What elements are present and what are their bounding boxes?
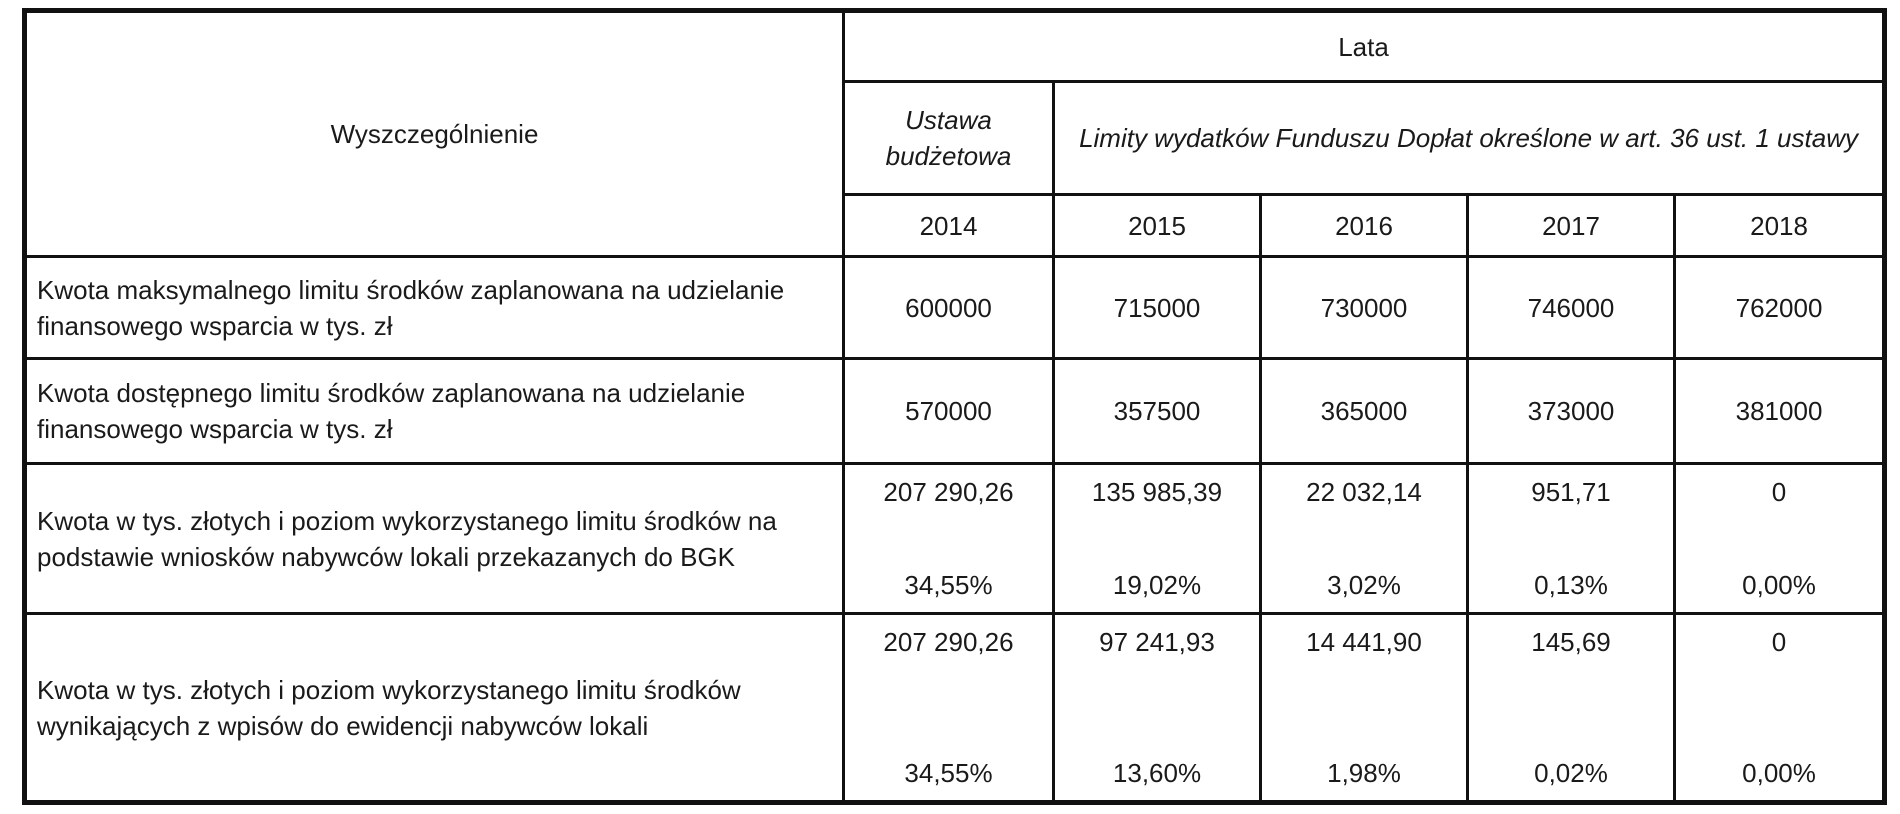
cell-value: 600000 [844,257,1054,359]
cell-amount: 145,69 [1531,627,1611,657]
cell-stack [1054,464,1261,614]
cell-percent: 3,02% [1327,570,1401,600]
cell-percent: 0,00% [1742,570,1816,600]
table-row [26,359,1884,464]
cell-percent: 19,02% [1112,570,1202,600]
cell-stack [1468,614,1675,802]
cell-amount: 0 [1771,477,1787,507]
cell-value: 746000 [1468,257,1675,359]
table-row [26,257,1884,359]
cell-value: 570000 [844,359,1054,464]
funding-limits-table [24,10,1885,803]
cell-amount: 14 441,90 [1306,627,1422,657]
cell-amount: 951,71 [1531,477,1611,507]
cell-amount: 22 032,14 [1306,477,1422,507]
cell-amount: 207 290,26 [883,477,1014,507]
cell-value: 373000 [1468,359,1675,464]
row-label: Kwota maksymalnego limitu środków zaplanowana na udzielanie finansowego wsparcia w tys. zł [26,257,844,359]
year-2018: 2018 [1675,195,1884,257]
cell-stack [1675,464,1884,614]
row-label: Kwota w tys. złotych i poziom wykorzystanego limitu środków na podstawie wniosków nabywców lokali przekazanych do BGK [26,464,844,614]
cell-value: 715000 [1054,257,1261,359]
cell-percent: 13,60% [1112,758,1202,788]
cell-stack [1468,464,1675,614]
year-2014: 2014 [844,195,1054,257]
year-2016: 2016 [1261,195,1468,257]
cell-percent: 34,55% [904,758,993,788]
cell-amount: 207 290,26 [883,627,1014,657]
cell-percent: 0,13% [1534,570,1608,600]
cell-percent: 34,55% [904,570,993,600]
year-2015: 2015 [1054,195,1261,257]
header-limits: Limity wydatków Funduszu Dopłat określone w art. 36 ust. 1 ustawy [1054,82,1884,195]
cell-percent: 0,02% [1534,758,1608,788]
cell-percent: 1,98% [1327,758,1401,788]
cell-value: 381000 [1675,359,1884,464]
row-label: Kwota w tys. złotych i poziom wykorzystanego limitu środków wynikających z wpisów do ewidencji nabywców lokali [26,614,844,802]
cell-percent: 0,00% [1742,758,1816,788]
header-years-group: Lata [844,12,1884,82]
cell-stack [1054,614,1261,802]
row-label: Kwota dostępnego limitu środków zaplanowana na udzielanie finansowego wsparcia w tys. zł [26,359,844,464]
table-row [26,614,1884,802]
cell-stack [844,464,1054,614]
cell-amount: 97 241,93 [1099,627,1215,657]
cell-stack [1261,464,1468,614]
header-budget-law: Ustawa budżetowa [844,82,1054,195]
cell-amount: 135 985,39 [1091,477,1223,507]
cell-value: 730000 [1261,257,1468,359]
cell-value: 365000 [1261,359,1468,464]
cell-amount: 0 [1771,627,1787,657]
cell-stack [1261,614,1468,802]
cell-stack [844,614,1054,802]
cell-value: 762000 [1675,257,1884,359]
cell-value: 357500 [1054,359,1261,464]
header-stub: Wyszczególnienie [26,12,844,257]
cell-stack [1675,614,1884,802]
year-2017: 2017 [1468,195,1675,257]
table-row [26,464,1884,614]
